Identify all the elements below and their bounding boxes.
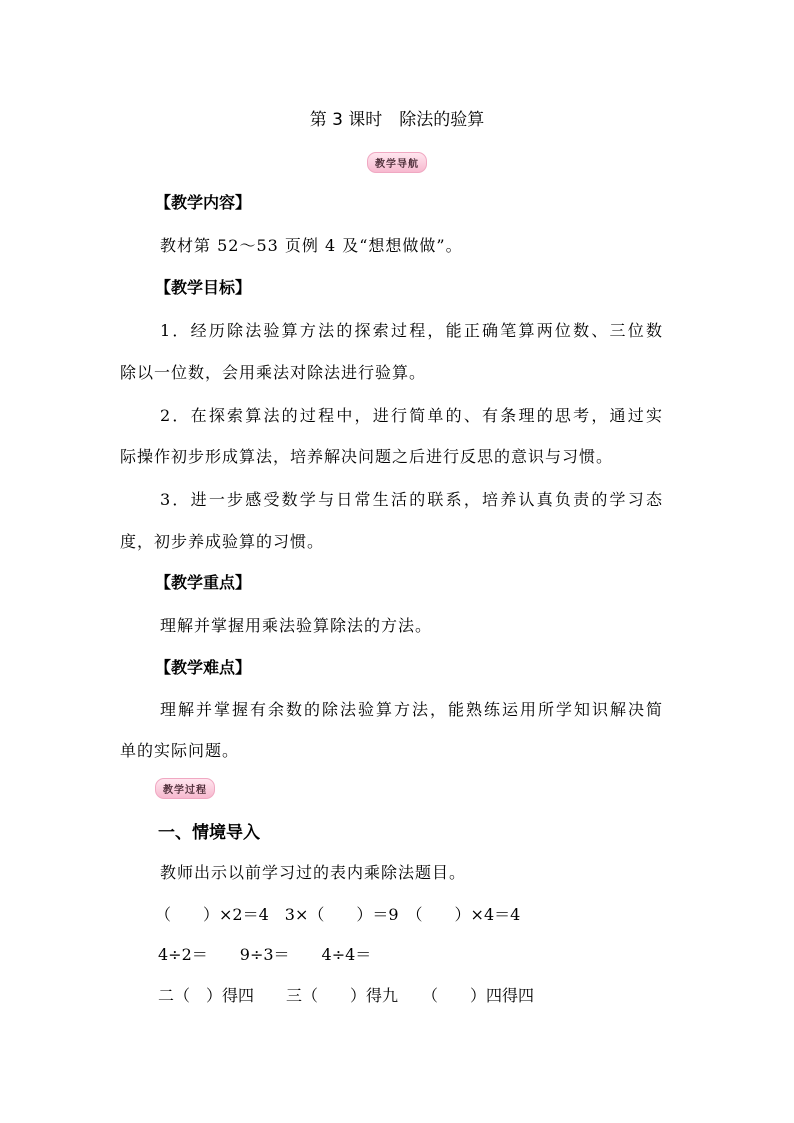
exercise-line-2: 4÷2＝ 9÷3＝ 4÷4＝ bbox=[158, 945, 372, 964]
teaching-content-text: 教材第 52～53 页例 4 及“想想做做”。 bbox=[160, 236, 463, 255]
teaching-guide-badge-wrap bbox=[0, 152, 794, 173]
heading-key-points: 【教学重点】 bbox=[155, 573, 252, 592]
teaching-guide-badge: 教学导航 bbox=[367, 152, 427, 173]
goal-1-line-1: 1．经历除法验算方法的探索过程，能正确笔算两位数、三位数 bbox=[160, 321, 663, 340]
key-points-text: 理解并掌握用乘法验算除法的方法。 bbox=[160, 616, 433, 635]
heading-difficult-points: 【教学难点】 bbox=[155, 658, 252, 677]
goal-2-line-2: 际操作初步形成算法，培养解决问题之后进行反思的意识与习惯。 bbox=[120, 447, 614, 466]
difficult-points-line-1: 理解并掌握有余数的除法验算方法，能熟练运用所学知识解决简 bbox=[160, 700, 663, 719]
heading-teaching-content: 【教学内容】 bbox=[155, 193, 252, 212]
goal-2-line-1: 2．在探索算法的过程中，进行简单的、有条理的思考，通过实 bbox=[160, 406, 663, 425]
goal-3-line-2: 度，初步养成验算的习惯。 bbox=[120, 532, 325, 551]
teaching-process-badge: 教学过程 bbox=[155, 778, 215, 799]
exercise-line-3: 二（ ）得四 三（ ）得九 （ ）四得四 bbox=[158, 986, 535, 1005]
goal-3-line-1: 3．进一步感受数学与日常生活的联系，培养认真负责的学习态 bbox=[160, 490, 663, 509]
heading-teaching-goals: 【教学目标】 bbox=[155, 278, 252, 297]
page-title: 第 3 课时 除法的验算 bbox=[309, 110, 485, 130]
intro-text: 教师出示以前学习过的表内乘除法题目。 bbox=[160, 863, 467, 882]
difficult-points-line-2: 单的实际问题。 bbox=[120, 741, 240, 760]
exercise-line-1: （ ）×2＝4 3×（ ）＝9 （ ）×4＝4 bbox=[155, 905, 521, 924]
heading-situation-intro: 一、情境导入 bbox=[158, 823, 260, 843]
goal-1-line-2: 除以一位数，会用乘法对除法进行验算。 bbox=[120, 363, 427, 382]
teaching-process-badge-wrap bbox=[155, 778, 215, 799]
